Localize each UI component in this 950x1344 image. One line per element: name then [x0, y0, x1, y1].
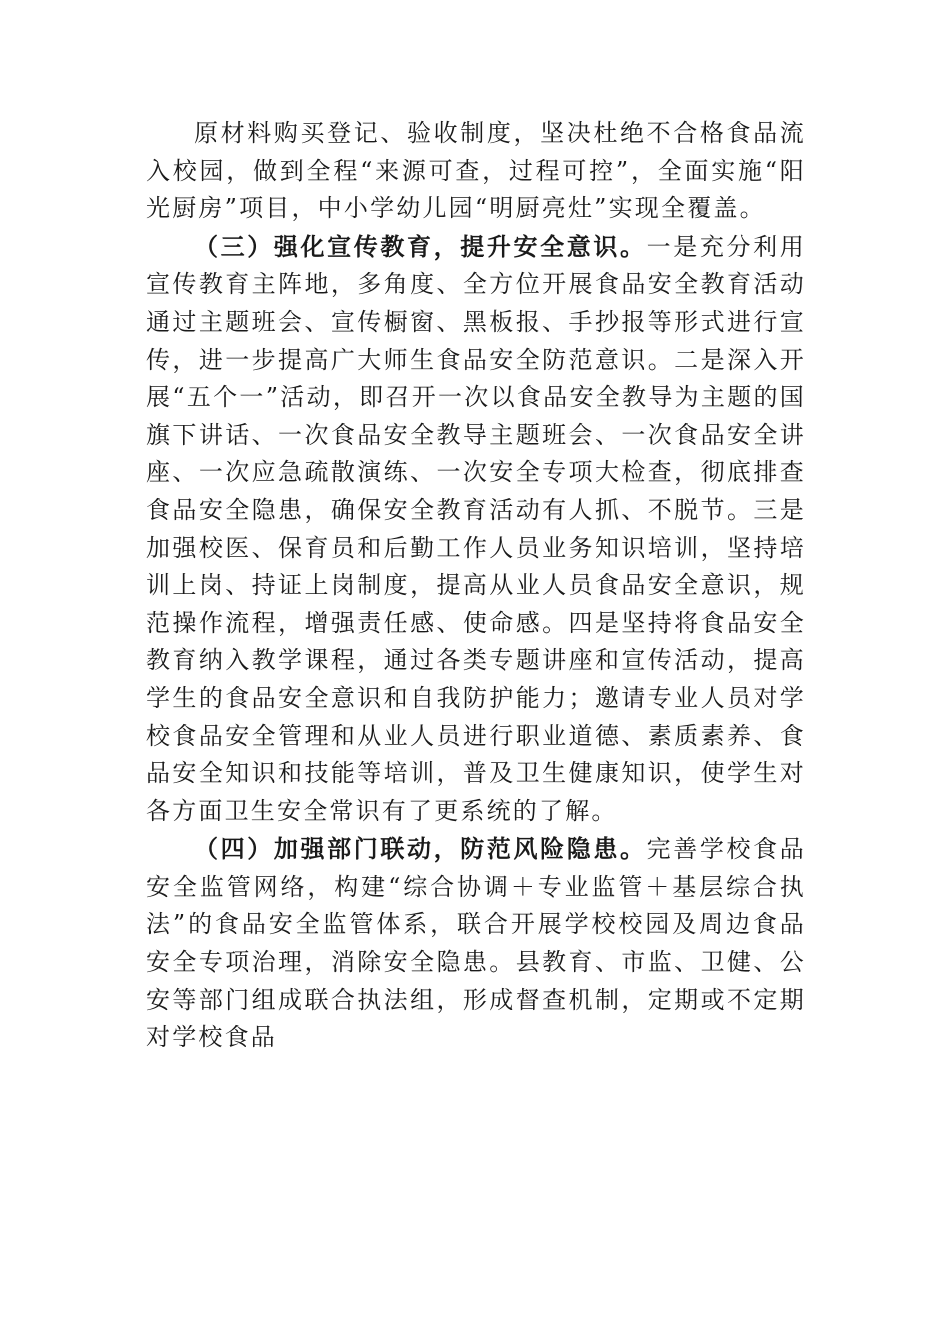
paragraph-continuation — [146, 115, 806, 228]
document-body — [146, 115, 806, 1057]
paragraph-text: 一是充分利用宣传教育主阵地，多角度、全方位开展食品安全教育活动通过主题班会、宣传橱窗、黑板报、手抄报等形式进行宣传，进一步提高广大师生食品安全防范意识。二是深入开展“五个一”活动，即召开一次以食品安全教导为主题的国旗下讲话、一次食品安全教导主题班会、一次食品安全讲座、一次应急疏散演练、一次安全专项大检查，彻底排查食品安全隐患，确保安全教育活动有人抓、不脱节。三是加强校医、保育员和后勤工作人员业务知识培训，坚持培训上岗、持证上岗制度，提高从业人员食品安全意识，规范操作流程，增强责任感、使命感。四是坚持将食品安全教育纳入教学课程，通过各类专题讲座和宣传活动，提高学生的食品安全意识和自我防护能力；邀请专业人员对学校食品安全管理和从业人员进行职业道德、素质素养、食品安全知识和技能等培训，普及卫生健康知识，使学生对各方面卫生安全常识有了更系统的了解。 — [146, 232, 806, 825]
paragraph-section-4 — [146, 830, 806, 1057]
section-heading: （三）强化宣传教育，提升安全意识。 — [194, 231, 647, 261]
paragraph-text: 原材料购买登记、验收制度，坚决杜绝不合格食品流入校园，做到全程“来源可查，过程可控”，全面实施“阳光厨房”项目，中小学幼儿园“明厨亮灶”实现全覆盖。 — [146, 119, 806, 223]
paragraph-text: 完善学校食品安全监管网络，构建“综合协调＋专业监管＋基层综合执法”的食品安全监管体系，联合开展学校校园及周边食品安全专项治理，消除安全隐患。县教育、市监、卫健、公安等部门组成联合执法组，形成督查机制，定期或不定期对学校食品 — [146, 835, 806, 1052]
section-heading: （四）加强部门联动，防范风险隐患。 — [194, 834, 647, 864]
paragraph-section-3 — [146, 228, 806, 831]
